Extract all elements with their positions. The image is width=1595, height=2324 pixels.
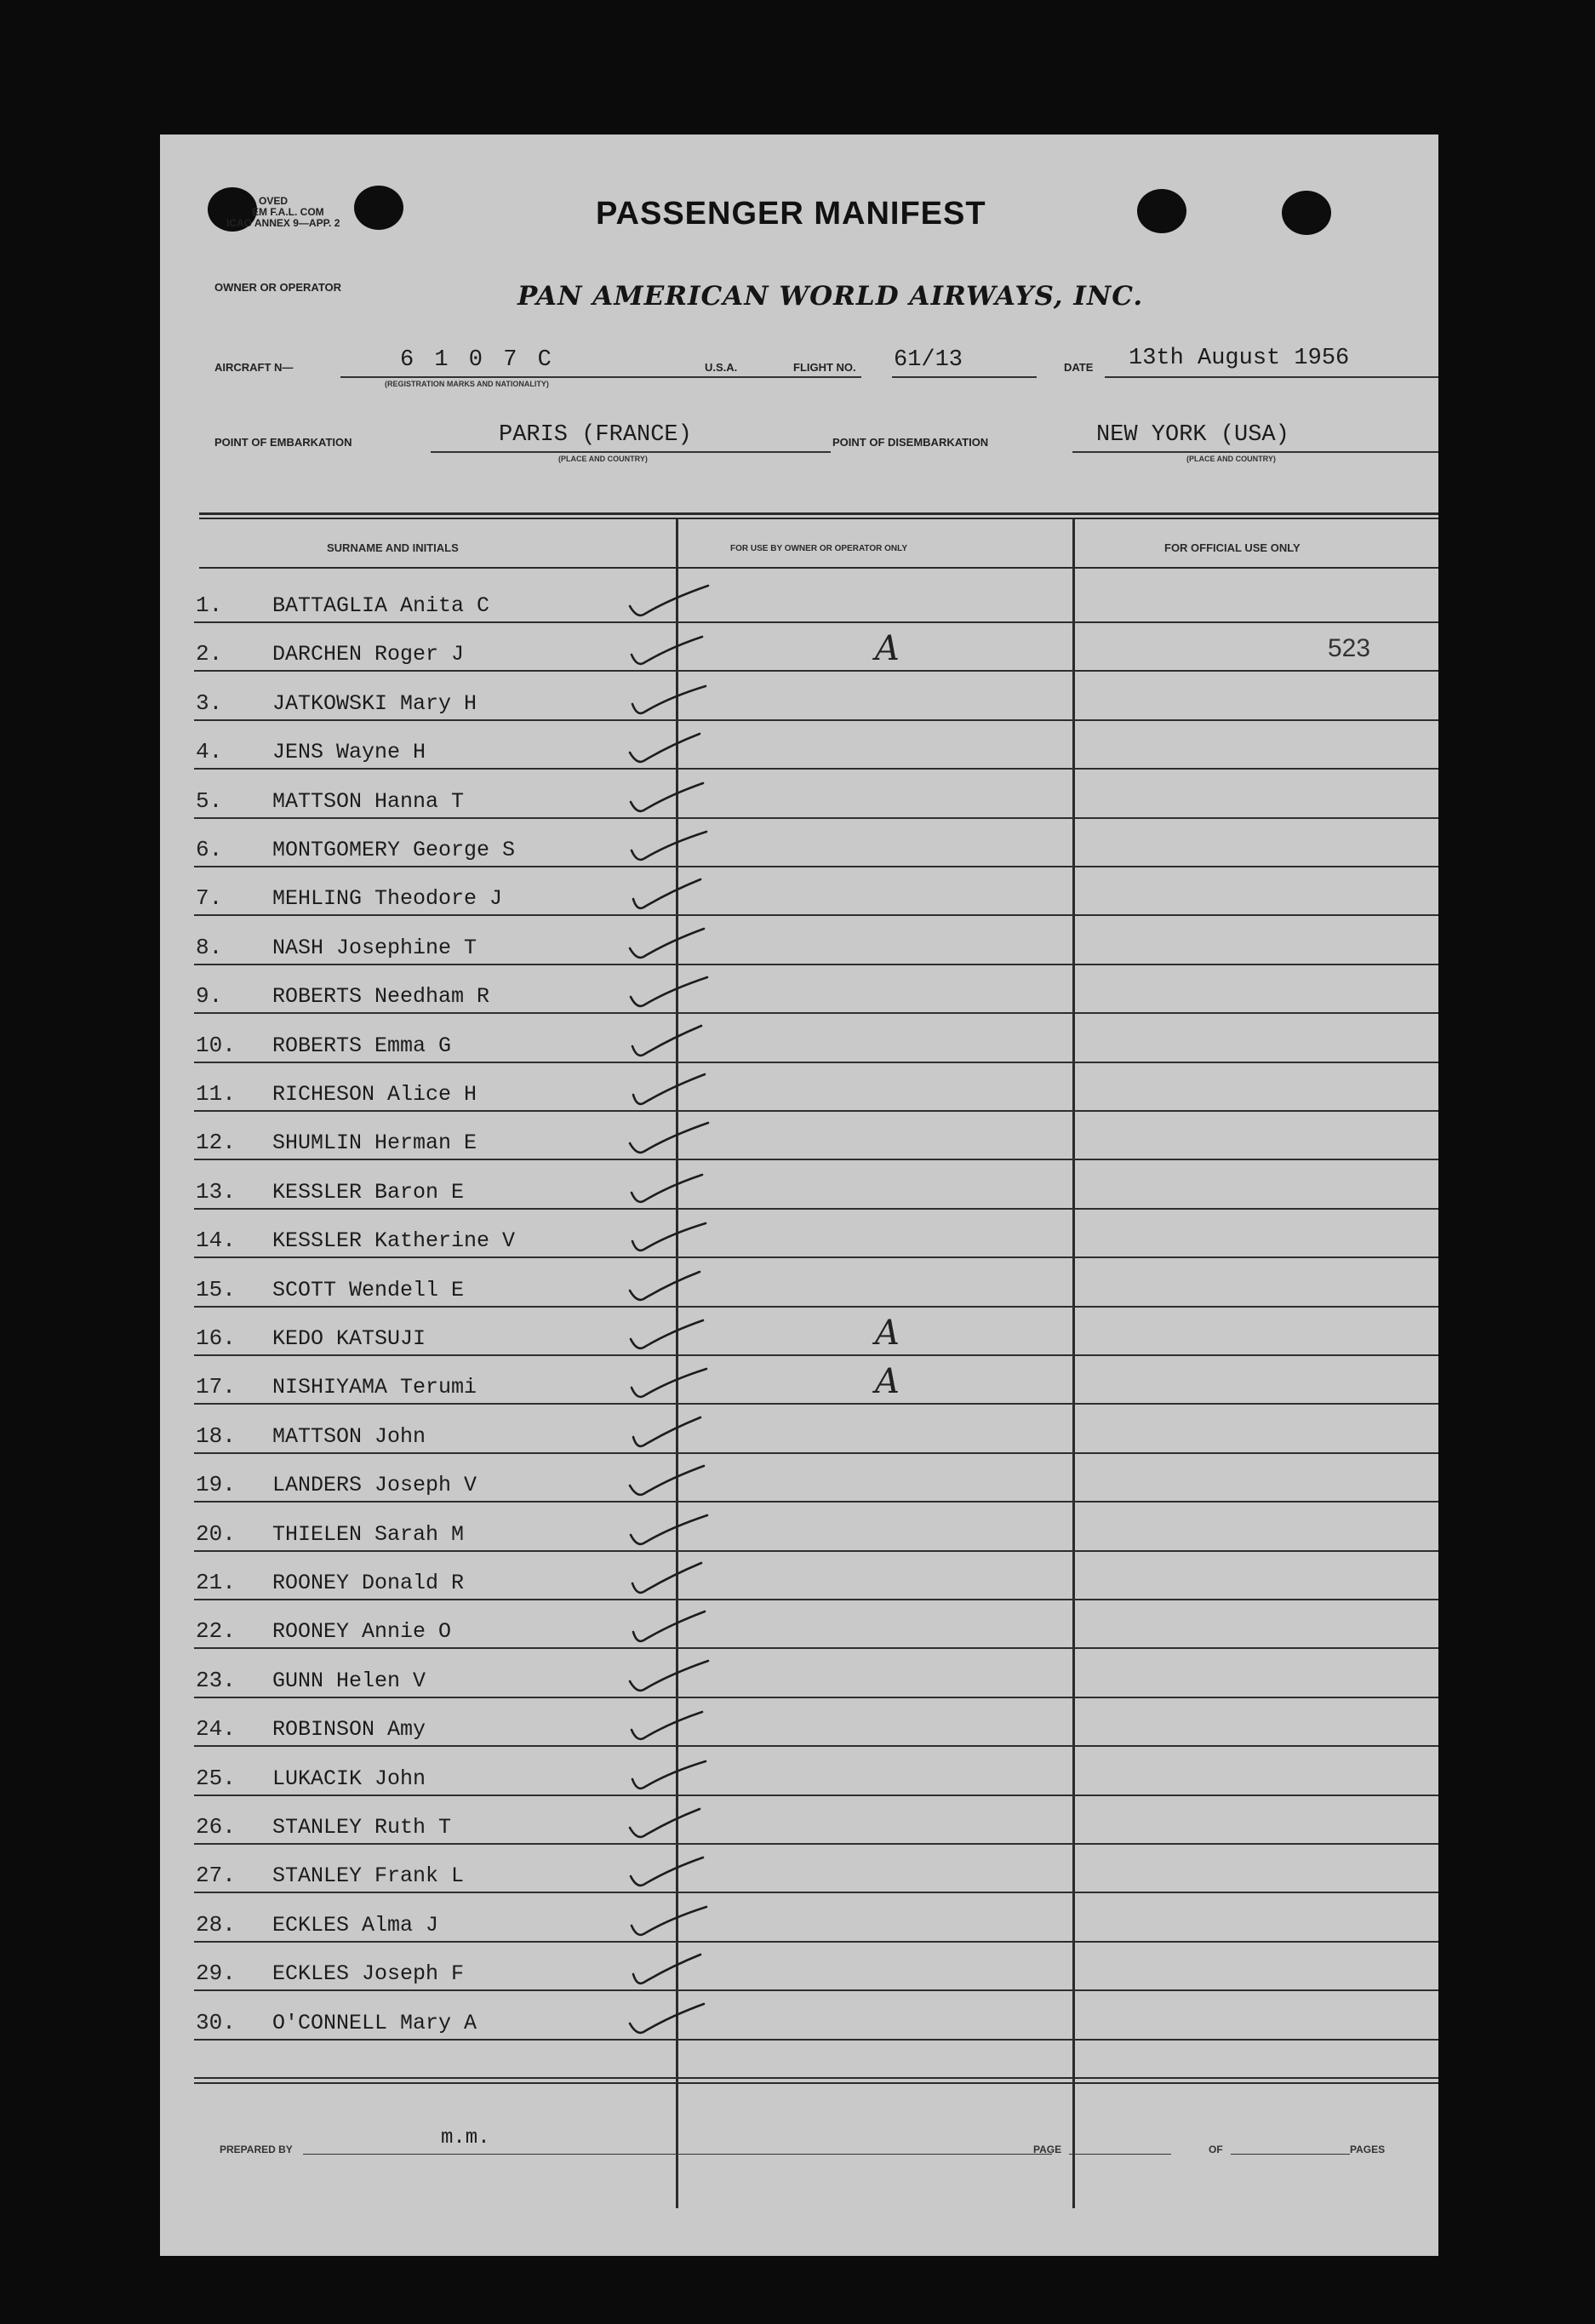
table-top-rule (199, 512, 1438, 515)
passenger-name: MATTSON Hanna T (272, 788, 465, 814)
row-number: 15. (196, 1276, 236, 1302)
passenger-name: LANDERS Joseph V (272, 1473, 477, 1498)
table-row (160, 917, 1438, 965)
passenger-name: DARCHEN Roger J (272, 642, 465, 667)
checkmark-icon (626, 1900, 720, 1941)
row-number: 2. (196, 641, 223, 667)
table-row (160, 1503, 1438, 1552)
row-number: 24. (196, 1716, 236, 1743)
row-number: 1. (196, 592, 223, 618)
row-number: 11. (196, 1081, 236, 1107)
row-number: 3. (196, 690, 223, 716)
table-bottom-rule (194, 2082, 1438, 2084)
passenger-name: ECKLES Joseph F (272, 1961, 465, 1987)
table-row (160, 1698, 1438, 1747)
approval-note (214, 196, 340, 229)
punch-hole (354, 186, 403, 230)
table-row (160, 1650, 1438, 1698)
table-row (160, 1308, 1438, 1356)
table-row (160, 1845, 1438, 1893)
table-row (160, 673, 1438, 721)
table-row (160, 819, 1438, 867)
punch-hole (1282, 191, 1331, 235)
owner-mark: A (875, 629, 900, 669)
row-number: 8. (196, 934, 223, 960)
approval-line: ICAO ANNEX 9—APP. 2 (226, 217, 340, 229)
owner-label: OWNER OR OPERATOR (214, 281, 342, 294)
row-number: 16. (196, 1325, 236, 1351)
table-row (160, 867, 1438, 916)
row-number: 14. (196, 1228, 236, 1254)
aircraft-label: AIRCRAFT N— (214, 361, 294, 374)
table-row (160, 623, 1438, 672)
table-row (160, 721, 1438, 770)
column-header-owner: FOR USE BY OWNER OR OPERATOR ONLY (730, 544, 907, 553)
page-label: PAGE (1033, 2144, 1062, 2155)
row-number: 19. (196, 1472, 236, 1498)
approval-line: EM F.A.L. COM (252, 206, 324, 218)
checkmark-icon (626, 1558, 720, 1599)
checkmark-icon (626, 581, 720, 621)
aircraft-fill-line (340, 376, 861, 378)
checkmark-icon (626, 1998, 720, 2039)
row-number: 20. (196, 1520, 236, 1547)
table-row (160, 1894, 1438, 1943)
passenger-name: ROONEY Donald R (272, 1571, 465, 1595)
prepared-value: m.m. (441, 2127, 490, 2149)
passenger-name: MATTSON John (272, 1423, 426, 1449)
passenger-name: ROBINSON Amy (272, 1717, 426, 1743)
passenger-name: O'CONNELL Mary A (272, 2010, 477, 2035)
passenger-name: MEHLING Theodore J (272, 886, 503, 912)
checkmark-icon (626, 776, 720, 817)
row-number: 9. (196, 983, 223, 1010)
checkmark-icon (626, 1754, 720, 1795)
passenger-name: LUKACIK John (272, 1766, 426, 1791)
row-number: 5. (196, 787, 223, 814)
checkmark-icon (626, 1314, 720, 1354)
date-value: 13th August 1956 (1129, 346, 1350, 371)
table-row (160, 965, 1438, 1014)
punch-hole (1137, 189, 1186, 233)
passenger-name: MONTGOMERY George S (272, 838, 516, 862)
checkmark-icon (626, 1167, 720, 1208)
checkmark-icon (626, 1802, 720, 1843)
passenger-name: SHUMLIN Herman E (272, 1131, 477, 1156)
table-row (160, 1356, 1438, 1405)
row-number: 6. (196, 837, 223, 862)
checkmark-icon (626, 1021, 720, 1062)
disembark-fill-line (1072, 451, 1438, 453)
table-row (160, 1405, 1438, 1454)
checkmark-icon (626, 1411, 720, 1452)
prepared-fill-line (303, 2154, 1052, 2155)
row-number: 4. (196, 739, 223, 765)
table-row (160, 1210, 1438, 1258)
row-number: 7. (196, 885, 223, 912)
passenger-name: BATTAGLIA Anita C (272, 593, 490, 618)
manifest-sheet (160, 135, 1438, 2256)
checkmark-icon (626, 873, 720, 914)
table-row (160, 1796, 1438, 1845)
table-row (160, 1748, 1438, 1796)
table-row (160, 1552, 1438, 1600)
checkmark-icon (626, 727, 720, 768)
passenger-name: ROONEY Annie O (272, 1619, 452, 1645)
flight-fill-line (892, 376, 1037, 378)
flight-value: 61/13 (894, 347, 963, 373)
checkmark-icon (626, 1606, 720, 1647)
row-rule (194, 2039, 1438, 2041)
operator-logo: PAN AMERICAN WORLD AIRWAYS, INC. (517, 281, 1144, 312)
aircraft-value: 6 1 0 7 C (400, 347, 555, 373)
passenger-name: ECKLES Alma J (272, 1912, 439, 1938)
row-number: 28. (196, 1911, 236, 1938)
row-number: 18. (196, 1422, 236, 1449)
checkmark-icon (626, 678, 720, 719)
date-label: DATE (1064, 361, 1094, 374)
passenger-name: STANLEY Frank L (272, 1863, 465, 1889)
table-row (160, 1600, 1438, 1649)
row-number: 23. (196, 1667, 236, 1693)
passenger-name: NISHIYAMA Terumi (272, 1375, 477, 1400)
table-row (160, 1454, 1438, 1503)
table-row (160, 1943, 1438, 1991)
date-fill-line (1105, 376, 1438, 378)
row-number: 25. (196, 1765, 236, 1791)
table-row (160, 770, 1438, 819)
column-header-official: FOR OFFICIAL USE ONLY (1164, 541, 1301, 554)
passenger-name: KESSLER Katherine V (272, 1228, 516, 1254)
checkmark-icon (626, 629, 720, 670)
checkmark-icon (626, 1949, 720, 1989)
column-header-names: SURNAME AND INITIALS (327, 541, 459, 554)
checkmark-icon (626, 1216, 720, 1256)
passenger-name: KEDO KATSUJI (272, 1326, 426, 1351)
checkmark-icon (626, 1265, 720, 1306)
table-row (160, 1112, 1438, 1160)
embark-sub: (PLACE AND COUNTRY) (558, 455, 648, 463)
passenger-name: JENS Wayne H (272, 740, 426, 765)
table-row (160, 1259, 1438, 1308)
checkmark-icon (626, 1509, 720, 1550)
pages-label: PAGES (1350, 2144, 1386, 2155)
checkmark-icon (626, 825, 720, 866)
passenger-name: SCOTT Wendell E (272, 1277, 465, 1302)
table-top-rule (199, 518, 1438, 519)
table-row (160, 1161, 1438, 1210)
table-row (160, 1063, 1438, 1112)
table-row (160, 1015, 1438, 1063)
passenger-name: KESSLER Baron E (272, 1179, 465, 1205)
row-number: 10. (196, 1032, 236, 1058)
passenger-name: ROBERTS Emma G (272, 1033, 452, 1058)
aircraft-sub: (REGISTRATION MARKS AND NATIONALITY) (385, 380, 549, 388)
owner-mark: A (875, 1362, 900, 1402)
embark-value: PARIS (FRANCE) (499, 422, 692, 448)
prepared-label: PREPARED BY (220, 2144, 293, 2155)
of-fill-line (1231, 2154, 1350, 2155)
checkmark-icon (626, 1704, 720, 1745)
embark-fill-line (431, 451, 831, 453)
nationality: U.S.A. (705, 361, 738, 374)
disembark-value: NEW YORK (USA) (1096, 422, 1289, 448)
disembark-label: POINT OF DISEMBARKATION (832, 436, 989, 449)
checkmark-icon (626, 1656, 720, 1697)
passenger-name: ROBERTS Needham R (272, 984, 490, 1010)
of-label: OF (1209, 2144, 1223, 2155)
passenger-name: NASH Josephine T (272, 935, 477, 960)
disembark-sub: (PLACE AND COUNTRY) (1186, 455, 1276, 463)
row-number: 12. (196, 1130, 236, 1156)
checkmark-icon (626, 971, 720, 1012)
row-number: 30. (196, 2009, 236, 2035)
row-number: 27. (196, 1863, 236, 1889)
approval-line: OVED (259, 195, 289, 207)
checkmark-icon (626, 1362, 720, 1403)
checkmark-icon (626, 1118, 720, 1159)
page-fill-line (1069, 2154, 1171, 2155)
row-number: 22. (196, 1618, 236, 1645)
checkmark-icon (626, 923, 720, 964)
official-mark: 523 (1328, 634, 1371, 663)
passenger-name: STANLEY Ruth T (272, 1815, 452, 1840)
header-bottom-rule (199, 567, 1438, 569)
row-number: 17. (196, 1374, 236, 1400)
table-row (160, 575, 1438, 623)
passenger-name: RICHESON Alice H (272, 1082, 477, 1107)
checkmark-icon (626, 1069, 720, 1110)
owner-mark: A (875, 1314, 900, 1353)
checkmark-icon (626, 1851, 720, 1892)
row-number: 26. (196, 1814, 236, 1840)
row-number: 21. (196, 1570, 236, 1595)
passenger-name: JATKOWSKI Mary H (272, 690, 477, 716)
checkmark-icon (626, 1460, 720, 1501)
flight-label: FLIGHT NO. (793, 361, 856, 374)
page-title: PASSENGER MANIFEST (596, 196, 986, 232)
table-bottom-rule (194, 2077, 1438, 2079)
passenger-name: GUNN Helen V (272, 1668, 426, 1693)
row-number: 13. (196, 1178, 236, 1205)
table-row (160, 1992, 1438, 2041)
row-number: 29. (196, 1961, 236, 1987)
passenger-name: THIELEN Sarah M (272, 1521, 465, 1547)
embark-label: POINT OF EMBARKATION (214, 436, 352, 449)
